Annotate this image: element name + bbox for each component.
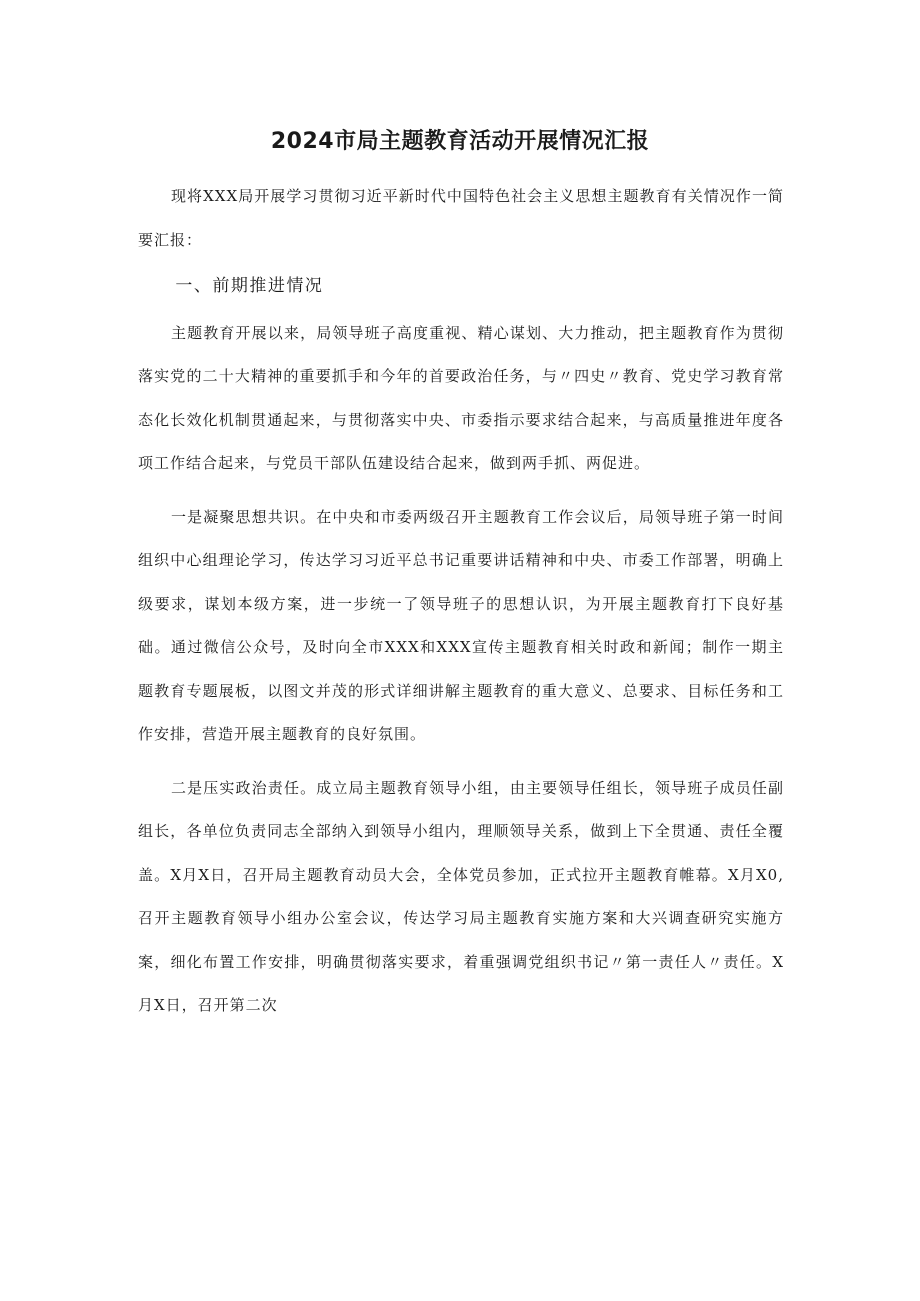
- section-heading: 一、前期推进情况: [175, 276, 324, 296]
- intro-paragraph: 现将XXX局开展学习贯彻习近平新时代中国特色社会主义思想主题教育有关情况作一简要汇报：: [138, 187, 784, 249]
- document-title: 2024市局主题教育活动开展情况汇报: [270, 129, 650, 154]
- paragraph: 一是凝聚思想共识。在中央和市委两级召开主题教育工作会议后，局领导班子第一时间组织中心组理论学习，传达学习习近平总书记重要讲话精神和中央、市委工作部署，明确上级要求，谋划本级方案，进一步统一了领导班子的思想认识，为开展主题教育打下良好基础。通过微信公众号，及时向全市XXX和XXX宣传主题教育相关时政和新闻；制作一期主题教育专题展板，以图文并茂的形式详细讲解主题教育的重大意义、总要求、目标任务和工作安排，营造开展主题教育的良好氛围。: [138, 507, 784, 743]
- paragraph: 主题教育开展以来，局领导班子高度重视、精心谋划、大力推动，把主题教育作为贯彻落实党的二十大精神的重要抓手和今年的首要政治任务，与〃四史〃教育、党史学习教育常态化长效化机制贯通起来，与贯彻落实中央、市委指示要求结合起来，与高质量推进年度各项工作结合起来，与党员干部队伍建设结合起来，做到两手抓、两促进。: [138, 323, 784, 472]
- paragraph: 二是压实政治责任。成立局主题教育领导小组，由主要领导任组长，领导班子成员任副组长，各单位负责同志全部纳入到领导小组内，理顺领导关系，做到上下全贯通、责任全覆盖。X月X日，召开局主题教育动员大会，全体党员参加，正式拉开主题教育帷幕。X月X0,召开主题教育领导小组办公室会议，传达学习局主题教育实施方案和大兴调查研究实施方案，细化布置工作安排，明确贯彻落实要求，着重强调党组织书记〃第一责任人〃责任。X月X日，召开第二次: [138, 778, 784, 1014]
- document-body: [138, 175, 784, 1028]
